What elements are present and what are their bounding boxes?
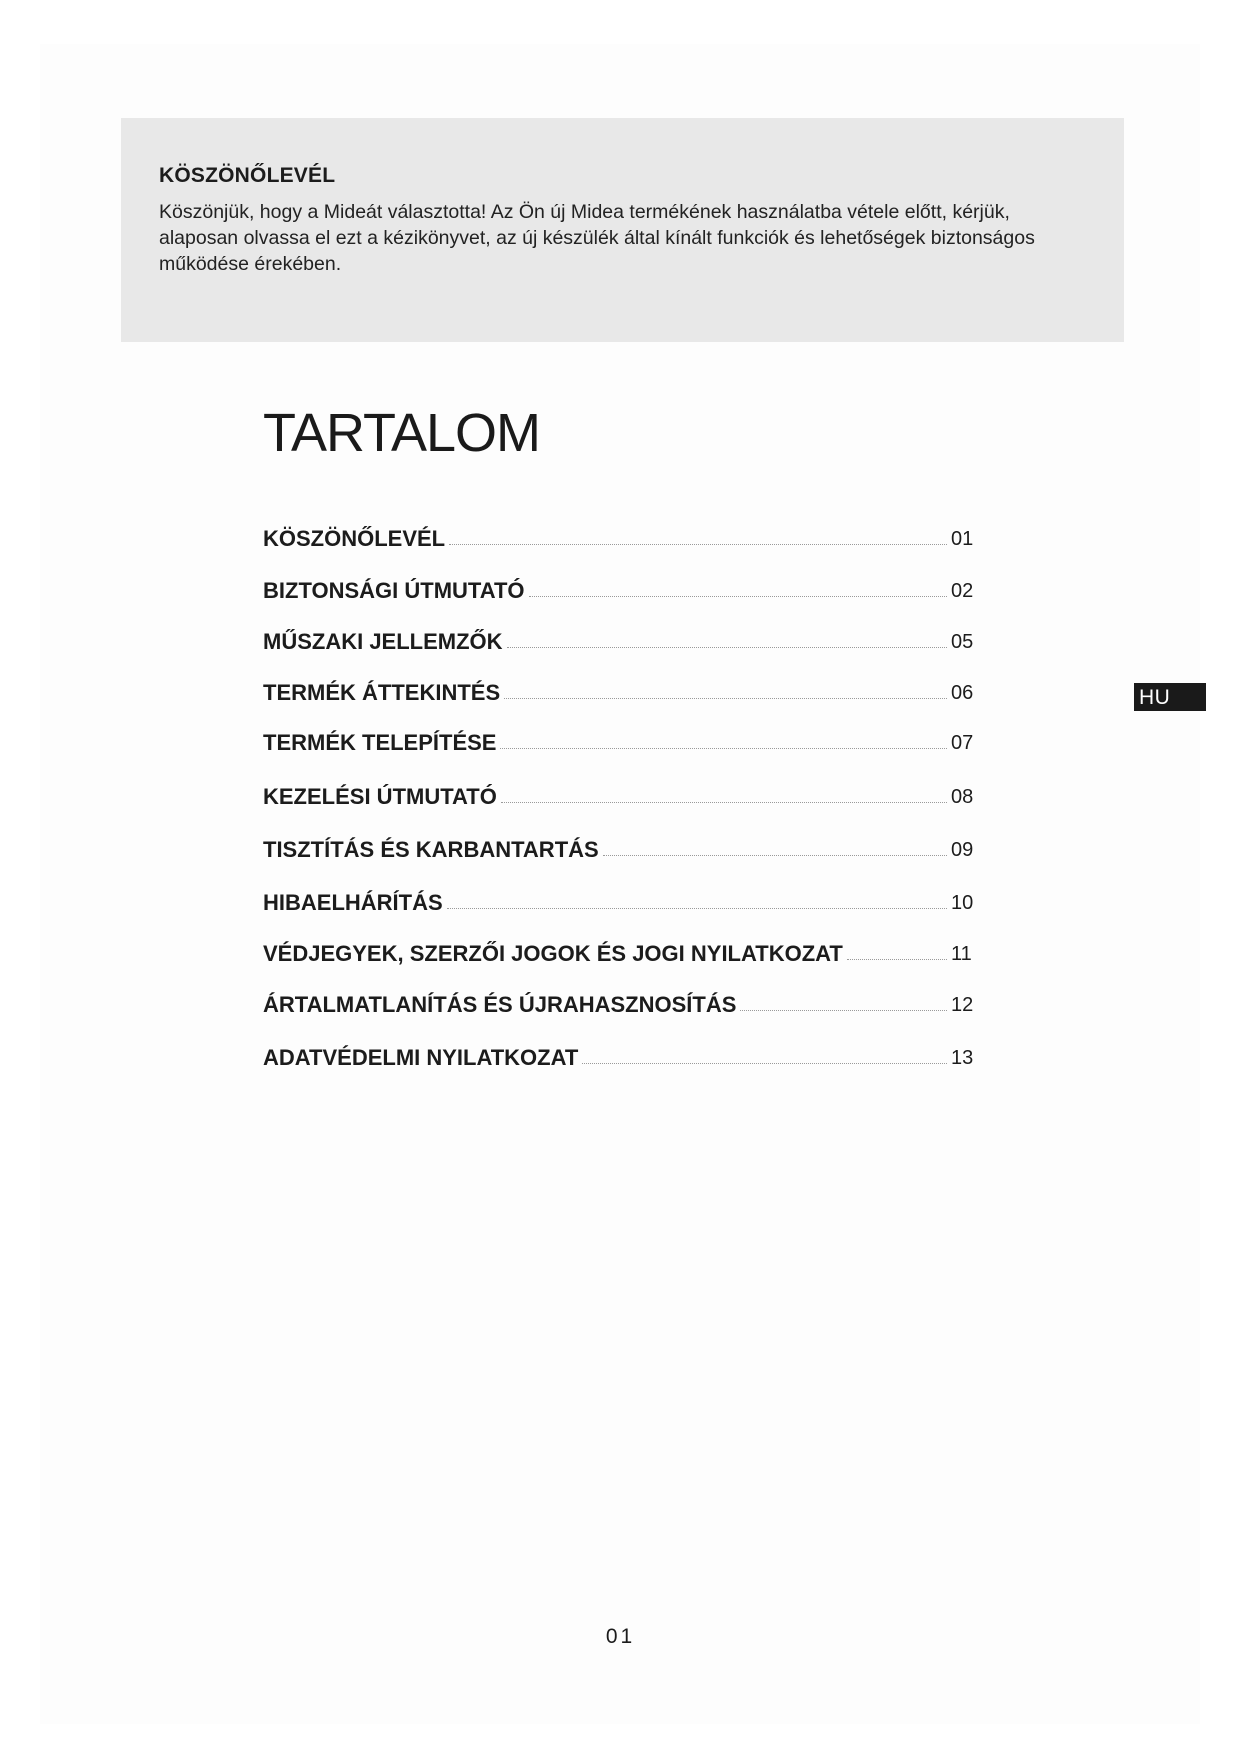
toc-entry-label: TERMÉK ÁTTEKINTÉS <box>263 680 501 705</box>
toc-entry-page: 05 <box>951 631 974 653</box>
table-of-contents-heading: TARTALOM <box>263 403 541 463</box>
thank-you-title: KÖSZÖNŐLEVÉL <box>159 164 336 187</box>
toc-entry-label: MŰSZAKI JELLEMZŐK <box>263 629 503 654</box>
thank-you-box <box>121 118 1124 342</box>
toc-entry[interactable] <box>263 886 983 916</box>
toc-leader-dots <box>443 907 983 916</box>
language-tab: HU <box>1134 683 1206 711</box>
toc-entry-page: 10 <box>951 892 974 914</box>
toc-entry-page: 09 <box>951 839 974 861</box>
toc-leader-dots <box>578 1062 983 1071</box>
toc-entry-label: TERMÉK TELEPÍTÉSE <box>263 730 497 755</box>
toc-entry[interactable] <box>263 988 983 1018</box>
toc-entry-page: 06 <box>951 682 974 704</box>
toc-entry[interactable] <box>263 625 983 655</box>
toc-entry-label: ÁRTALMATLANÍTÁS ÉS ÚJRAHASZNOSÍTÁS <box>263 992 737 1017</box>
toc-leader-dots <box>445 543 983 552</box>
toc-entry-label: TISZTÍTÁS ÉS KARBANTARTÁS <box>263 837 599 862</box>
toc-entry-label: BIZTONSÁGI ÚTMUTATÓ <box>263 578 525 603</box>
thank-you-text: Köszönjük, hogy a Mideát választotta! Az Ön új Midea termékének használatba vétele előtt, kérjük, alaposan olvassa el ezt a kézikönyvet, az új készülék által kínált funkciók és lehetőségek biztonságos működése érekében. <box>159 201 1035 275</box>
toc-entry-label: ADATVÉDELMI NYILATKOZAT <box>263 1045 579 1070</box>
toc-entry-label: KEZELÉSI ÚTMUTATÓ <box>263 784 497 809</box>
toc-entry-label: KÖSZÖNŐLEVÉL <box>263 526 446 551</box>
toc-entry[interactable] <box>263 726 983 756</box>
toc-leader-dots <box>736 1009 983 1018</box>
toc-leader-dots <box>599 854 983 863</box>
toc-entry[interactable] <box>263 937 983 967</box>
toc-entry[interactable] <box>263 1041 983 1071</box>
toc-entry-label: VÉDJEGYEK, SZERZŐI JOGOK ÉS JOGI NYILATKOZAT <box>263 941 843 966</box>
toc-leader-dots <box>503 646 983 655</box>
toc-entry[interactable] <box>263 833 983 863</box>
toc-entry[interactable] <box>263 780 983 810</box>
toc-entry-page: 01 <box>951 528 974 550</box>
toc-leader-dots <box>496 747 983 756</box>
toc-entry-page: 11 <box>951 943 972 965</box>
toc-leader-dots <box>497 801 983 810</box>
toc-entry-page: 07 <box>951 732 974 754</box>
toc-entry[interactable] <box>263 522 983 552</box>
toc-entry-page: 02 <box>951 580 974 602</box>
page-number <box>0 1625 1241 1649</box>
toc-entry-page: 13 <box>951 1047 974 1069</box>
page-number-value: 01 <box>605 1625 636 1648</box>
toc-entry-page: 08 <box>951 786 974 808</box>
toc-leader-dots <box>525 595 983 604</box>
toc-leader-dots <box>500 697 983 706</box>
toc-entry-page: 12 <box>951 994 974 1016</box>
toc-entry-label: HIBAELHÁRÍTÁS <box>263 890 443 915</box>
toc-entry[interactable] <box>263 676 983 706</box>
toc-entry[interactable] <box>263 574 983 604</box>
